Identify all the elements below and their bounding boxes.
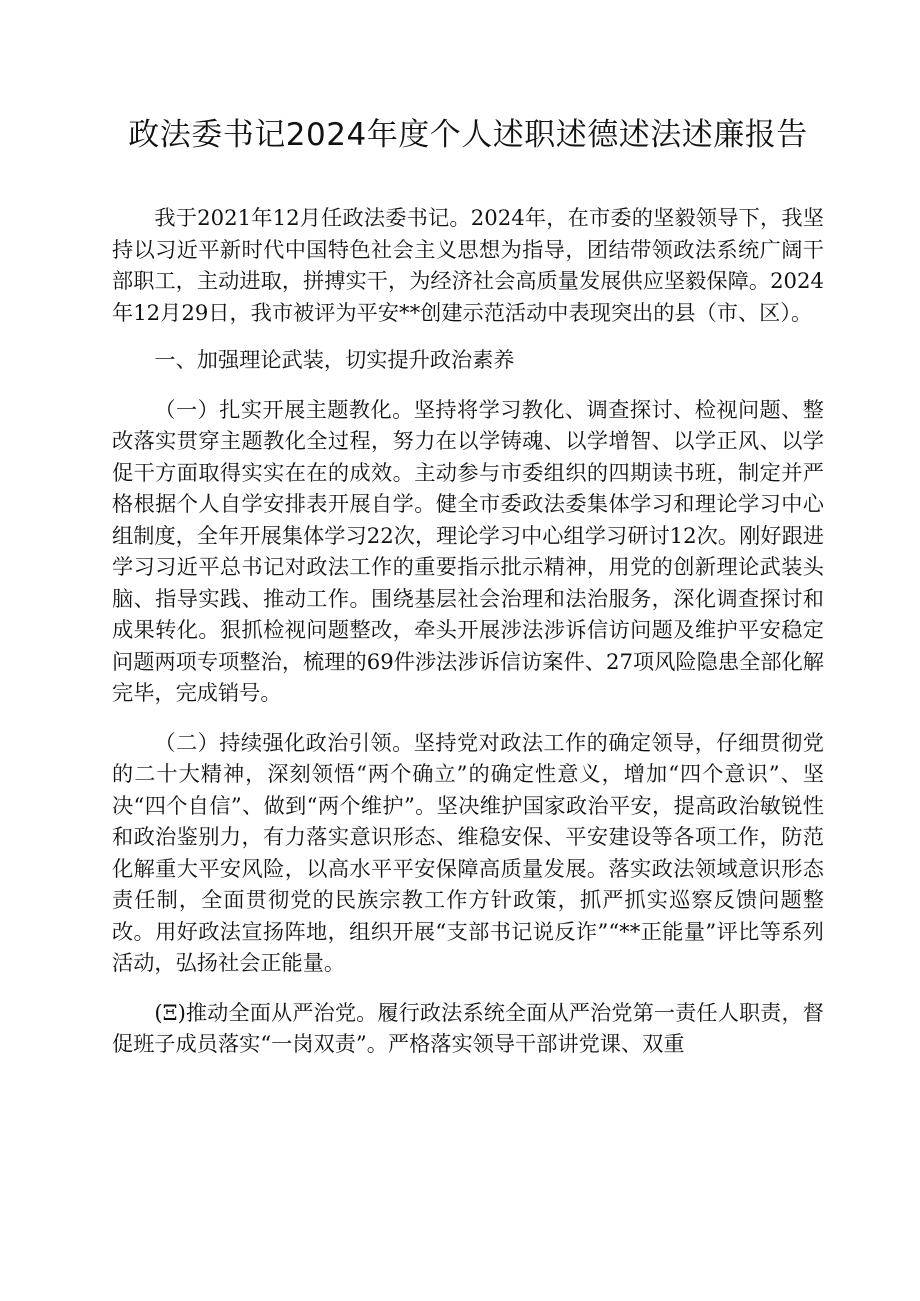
- subsection-lead-2: （二）持续强化政治引领。: [154, 729, 414, 755]
- section-heading: 一、加强理论武装，切实提升政治素养: [154, 347, 515, 372]
- subsection-paragraph-3: [112, 997, 824, 1060]
- intro-paragraph: 我于2021年12月任政法委书记。2024年，在市委的坚毅领导下，我坚持以习近平新时代中国特色社会主义思想为指导，团结带领政法系统广阔干部职工，主动进取，拼搏实干，为经济社会高质量发展供应坚毅保障。2024年12月29日，我市被评为平安**创建示范活动中表现突出的县（市、区）。: [112, 205, 824, 325]
- subsection-body-3: 履行政法系统全面从严治党第一责任人职责，督促班子成员落实“一岗双责”。严格落实领导干部讲党课、双重: [112, 999, 824, 1056]
- subsection-lead-3: (Ξ)推动全面从严治党。: [154, 999, 378, 1025]
- subsection-lead-1: （一）扎实开展主题教化。: [154, 396, 414, 422]
- subsection-body-2: 坚持党对政法工作的确定领导，仔细贯彻党的二十大精神，深刻领悟“两个确立”的确定性意义，增加“四个意识”、坚决“四个自信”、做到“两个维护”。坚决维护国家政治平安，提高政治敏锐性和政治鉴别力，有力落实意识形态、维稳安保、平安建设等各项工作，防范化解重大平安风险，以高水平平安保障高质量发展。落实政法领域意识形态责任制，全面贯彻党的民族宗教工作方针政策，抓严抓实巡察反馈问题整改。用好政法宣扬阵地，组织开展“支部书记说反诈”“**正能量”评比等系列活动，弘扬社会正能量。: [112, 729, 824, 975]
- subsection-paragraph-2: [112, 727, 824, 979]
- document-title: 政法委书记2024年度个人述职述德述法述廉报告: [128, 117, 808, 153]
- subsection-body-1: 坚持将学习教化、调查探讨、检视问题、整改落实贯穿主题教化全过程，努力在以学铸魂、以学增智、以学正风、以学促干方面取得实实在在的成效。主动参与市委组织的四期读书班，制定并严格根据个人自学安排表开展自学。健全市委政法委集体学习和理论学习中心组制度，全年开展集体学习22次，理论学习中心组学习研讨12次。刚好跟进学习习近平总书记对政法工作的重要指示批示精神，用党的创新理论武装头脑、指导实践、推动工作。围绕基层社会治理和法治服务，深化调查探讨和成果转化。狠抓检视问题整改，牵头开展涉法涉诉信访问题及维护平安稳定问题两项专项整治，梳理的69件涉法涉诉信访案件、27项风险隐患全部化解完毕，完成销号。: [112, 396, 824, 705]
- subsection-paragraph-1: [112, 394, 824, 709]
